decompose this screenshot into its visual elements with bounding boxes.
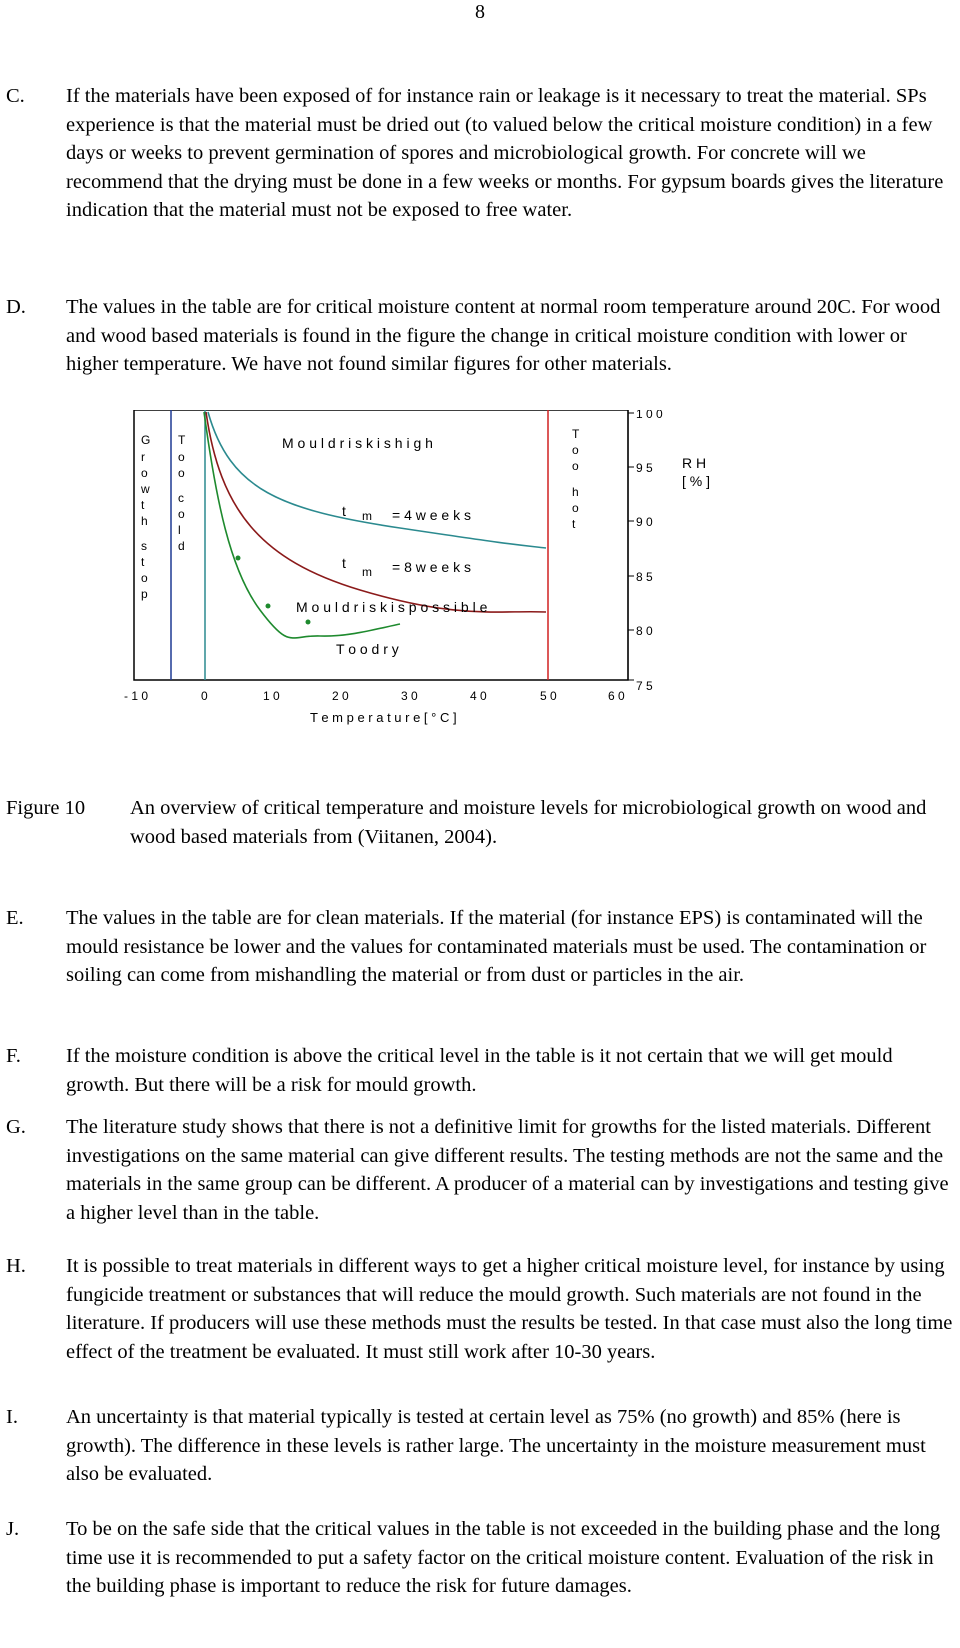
list-item-c	[6, 82, 956, 225]
mould-risk-figure	[120, 410, 760, 780]
svg-text:o: o	[178, 466, 185, 480]
svg-text:5 0: 5 0	[540, 689, 557, 703]
item-letter: D.	[6, 296, 26, 318]
svg-text:T: T	[178, 433, 186, 447]
mould-high-label: M o u l d r i s k i s h i g h	[282, 435, 433, 451]
svg-text:4 0: 4 0	[470, 689, 487, 703]
svg-text:h: h	[141, 514, 148, 528]
list-item-g	[6, 1113, 956, 1227]
item-text: It is possible to treat materials in different ways to get a higher critical moisture level, for instance by using fungicide treatment or substances that will reduce the mould growth. Such materials are not found in the literature. If producers will use these methods must the results be tested. In that case must also the long time effect of the treatment be evaluated. It must still work after 10-30 years.	[66, 1255, 953, 1363]
y-tick-label: 8 0	[636, 624, 653, 638]
rh-unit: [ % ]	[682, 473, 711, 489]
x-ticks	[124, 689, 625, 703]
svg-text:o: o	[572, 501, 579, 515]
item-letter: H.	[6, 1255, 26, 1277]
svg-text:o: o	[141, 571, 148, 585]
svg-text:o: o	[572, 443, 579, 457]
svg-text:o: o	[178, 507, 185, 521]
list-item-d	[6, 293, 956, 379]
svg-text:- 1 0: - 1 0	[124, 689, 149, 703]
mould-possible-label: M o u l d r i s k i s p o s s i b l e	[296, 599, 488, 615]
svg-text:2 0: 2 0	[332, 689, 349, 703]
list-item-e	[6, 904, 956, 990]
svg-text:t: t	[141, 498, 145, 512]
svg-text:h: h	[572, 485, 579, 499]
svg-text:o: o	[141, 466, 148, 480]
svg-text:c: c	[178, 491, 184, 505]
caption-text: An overview of critical temperature and moisture levels for microbiological growth on wood and wood based materials from (Viitanen, 2004).	[130, 797, 927, 848]
list-item-i	[6, 1403, 956, 1489]
growth-stop-label	[140, 433, 150, 601]
svg-text:t: t	[141, 555, 145, 569]
item-text: The values in the table are for critical moisture content at normal room temperature around 20C. For wood and wood based materials is found in the figure the change in critical moisture condition with lower or higher temperature. We have not found similar figures for other materials.	[66, 296, 941, 375]
svg-text:l: l	[178, 523, 181, 537]
y-tick-label: 1 0 0	[636, 410, 663, 421]
y-tick-label: 7 5	[636, 679, 653, 693]
item-letter: E.	[6, 907, 24, 929]
item-text: To be on the safe side that the critical values in the table is not exceeded in the building phase and the long time use it is recommended to put a safety factor on the critical moisture content. Evaluation of the risk in the building phase is important to reduce the risk for future damages.	[66, 1518, 941, 1597]
item-letter: G.	[6, 1116, 26, 1138]
svg-text:d: d	[178, 539, 185, 553]
caption-label: Figure 10	[6, 797, 86, 819]
list-item-h	[6, 1252, 956, 1366]
four-weeks-label: = 4 w e e k s	[392, 507, 471, 523]
svg-text:w: w	[141, 482, 150, 496]
y-tick-label: 8 5	[636, 570, 653, 584]
data-point	[236, 556, 241, 561]
too-hot-label	[572, 427, 580, 531]
item-text: The values in the table are for clean materials. If the material (for instance EPS) is contaminated will the mould resistance be lower and the values for contaminated materials must be used. The contamination or soiling can come from mishandling the material or from dust or particles in the air.	[66, 907, 927, 986]
eight-weeks-label: = 8 w e e k s	[392, 559, 471, 575]
svg-text:6 0: 6 0	[608, 689, 625, 703]
item-letter: C.	[6, 85, 25, 107]
svg-text:G: G	[141, 433, 151, 447]
svg-text:s: s	[141, 539, 147, 553]
item-text: The literature study shows that there is not a definitive limit for growths for the listed materials. Different investigations on the same material can give different results. The testing methods are not the same and the materials in the same group can be different. A producer of a material can by investigations and testing give a higher level than in the table.	[66, 1116, 949, 1224]
y-tick-label: 9 5	[636, 461, 653, 475]
item-text: If the materials have been exposed of for instance rain or leakage is it necessary to treat the material. SPs experience is that the material must be dried out (to valued below the critical moisture condition) in a few days or weeks to prevent germination of spores and microbiological growth. For concrete will we recommend that the drying must be done in a few weeks or months. For gypsum boards gives the literature indication that the material must not be exposed to free water.	[66, 85, 944, 221]
svg-text:p: p	[141, 587, 148, 601]
svg-text:t: t	[572, 517, 576, 531]
y-tick-label: 9 0	[636, 515, 653, 529]
item-letter: F.	[6, 1045, 21, 1067]
too-cold-label	[178, 433, 186, 553]
data-point	[266, 604, 271, 609]
tm-label: t	[342, 555, 346, 571]
tm-sub: m	[362, 565, 372, 579]
item-letter: J.	[6, 1518, 20, 1540]
svg-text:o: o	[178, 450, 185, 464]
list-item-j	[6, 1515, 956, 1601]
item-text: If the moisture condition is above the critical level in the table is it not certain that we will get mould growth. But there will be a risk for mould growth.	[66, 1045, 893, 1096]
svg-text:3 0: 3 0	[401, 689, 418, 703]
page-number: 8	[475, 1, 485, 23]
tm-label: t	[342, 503, 346, 519]
svg-text:o: o	[572, 459, 579, 473]
tm-sub: m	[362, 509, 372, 523]
svg-text:r: r	[141, 450, 145, 464]
y-ticks	[628, 413, 634, 680]
curve-high-risk	[208, 412, 546, 548]
figure-caption	[6, 794, 956, 851]
svg-text:T: T	[572, 427, 580, 441]
rh-label: R H	[682, 455, 707, 471]
list-item-f	[6, 1042, 956, 1099]
data-point	[306, 620, 311, 625]
x-axis-label: T e m p e r a t u r e [ ° C ]	[310, 710, 457, 725]
too-dry-label: T o o d r y	[336, 641, 399, 657]
item-letter: I.	[6, 1406, 18, 1428]
svg-text:1 0: 1 0	[263, 689, 280, 703]
item-text: An uncertainty is that material typically is tested at certain level as 75% (no growth) and 85% (here is growth). The difference in these levels is rather large. The uncertainty in the moisture measurement must also be evaluated.	[66, 1406, 926, 1485]
svg-text:0: 0	[201, 689, 208, 703]
